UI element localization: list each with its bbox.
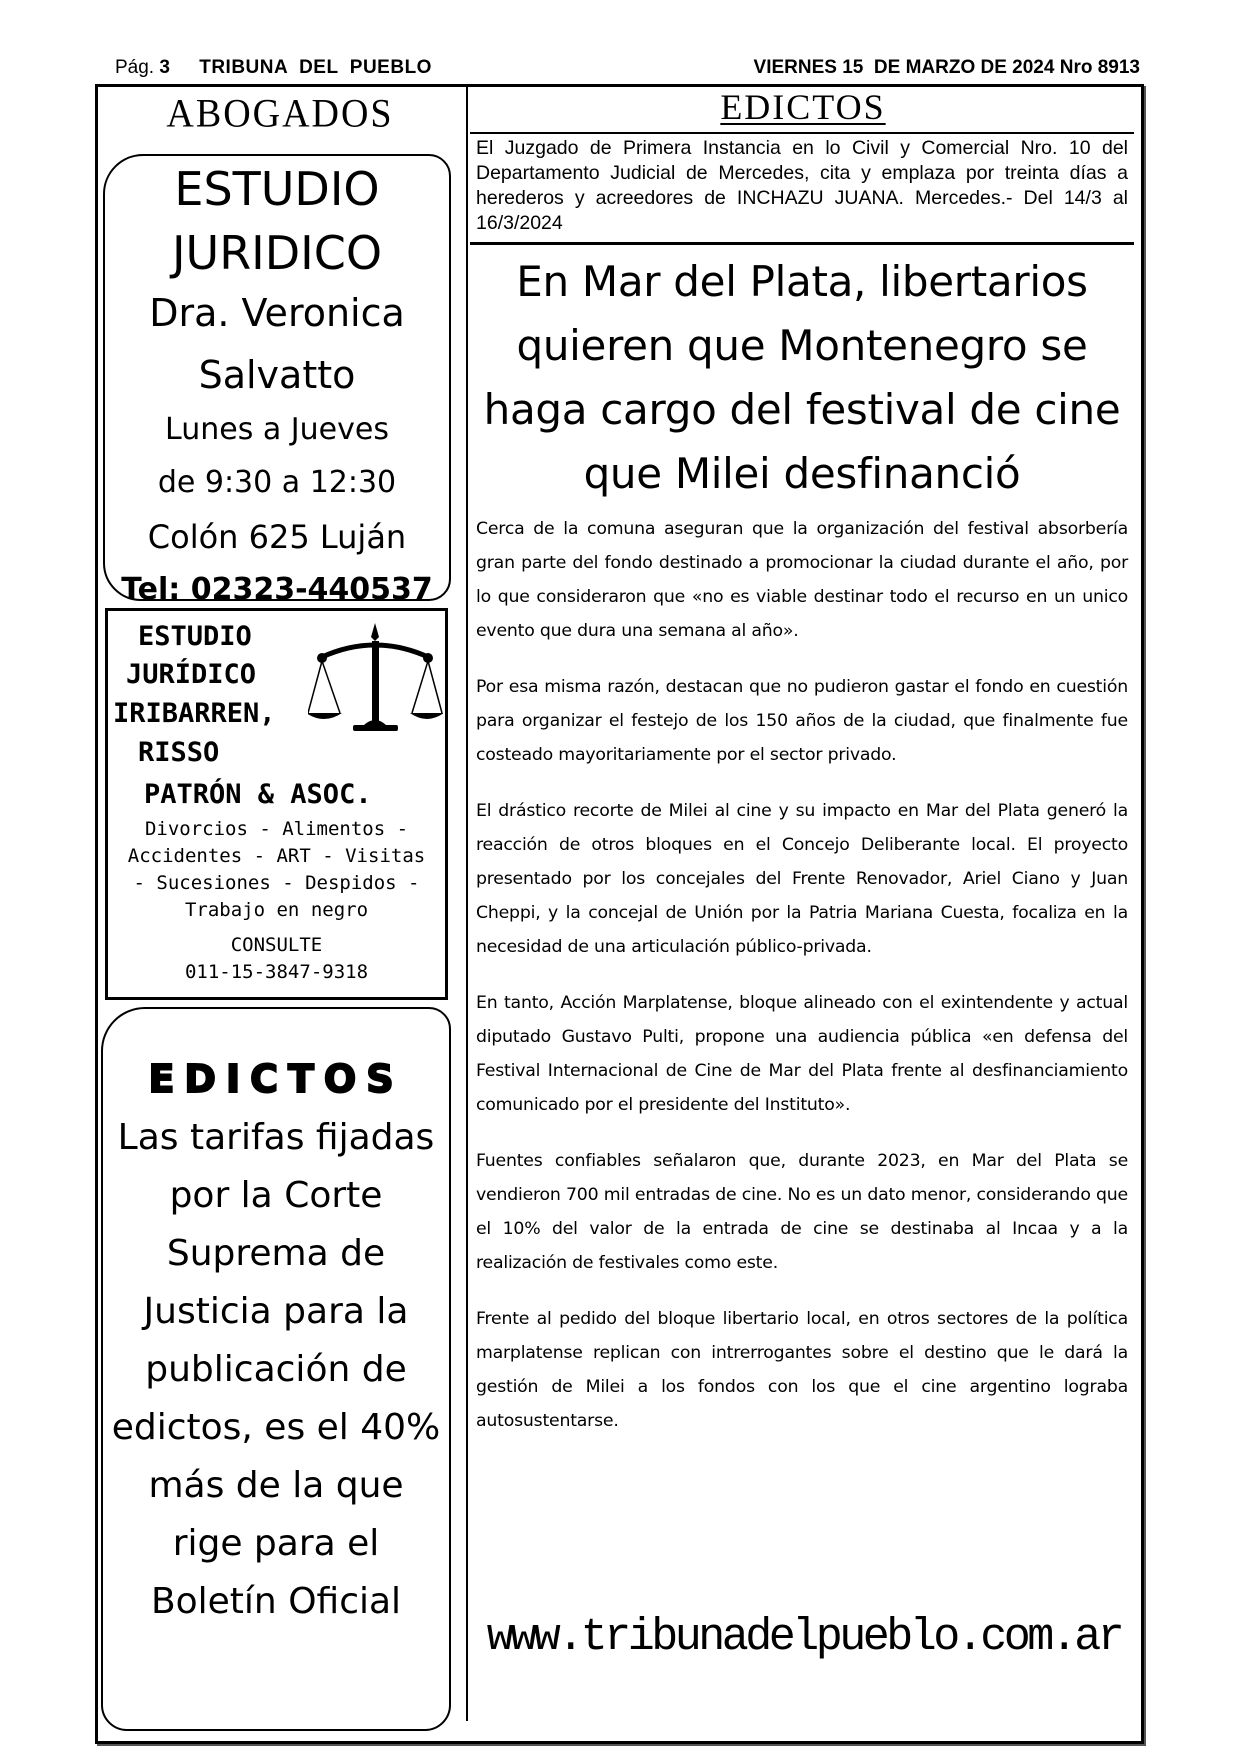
ad-title-line: RISSO — [138, 737, 220, 768]
ad-title-line: JURÍDICO — [126, 659, 257, 690]
ad-title-line: ESTUDIO — [138, 621, 252, 652]
edicto-notice — [470, 132, 1134, 245]
edicto-text: El Juzgado de Primera Instancia en lo Civil y Comercial Nro. 10 del Departamento Judicial de Mercedes, cita y emplaza por treinta días a herederos y acreedores de INCHAZU JUANA. Mercedes.- Del 14/3 al 16/3/2024 — [476, 137, 1128, 234]
ad-edictos-body: Las tarifas fijadas por la Corte Suprema de Justicia para la publicación de edictos, es el 40% más de la que rige para el Boletín Oficial — [111, 1117, 441, 1622]
ad-title-line: IRIBARREN, — [113, 698, 276, 729]
section-title-edictos: EDICTOS — [720, 87, 886, 127]
ad-estudio-salvatto — [103, 154, 451, 607]
page-label: Pág. — [115, 57, 155, 78]
article-paragraph: El drástico recorte de Milei al cine y su impacto en Mar del Plata generó la reacción de otros bloques en el Concejo Deliberante local. El proyecto presentado por los concejales del Frente Renovador, Ariel Ciano y Juan Cheppi, y la concejal de Unión por la Patria Mariana Cuesta, focaliza en la necesidad de una articulación público-privada. — [476, 801, 1128, 957]
website-link[interactable]: www.tribunadelpueblo.com.ar — [486, 1612, 1122, 1663]
ad-lawyer-name: Dra. Veronica — [149, 291, 405, 335]
ad-service-line: Divorcios - Alimentos - — [144, 818, 409, 840]
ad-cta: CONSULTE — [230, 934, 323, 956]
column-divider — [466, 87, 468, 1721]
ad-edictos-heading: EDICTOS — [148, 1057, 404, 1101]
ad-lawyer-surname: Salvatto — [198, 353, 356, 397]
ad-service-line: Trabajo en negro — [184, 899, 369, 921]
ad-days: Lunes a Jueves — [165, 412, 389, 447]
ad-service-line: Accidentes - ART - Visitas — [127, 845, 426, 867]
scales-of-justice-icon — [308, 621, 443, 741]
ad-line: ESTUDIO — [174, 162, 380, 216]
ad-address: Colón 625 Luján — [147, 518, 407, 556]
ad-line: JURIDICO — [171, 226, 383, 280]
ad-phone: 011-15-3847-9318 — [184, 961, 369, 983]
ad-title-line: PATRÓN & ASOC. — [144, 779, 372, 810]
masthead-left — [115, 57, 432, 79]
ad-service-line: - Sucesiones - Despidos - — [133, 872, 420, 894]
ad-hours: de 9:30 a 12:30 — [157, 465, 397, 500]
article-paragraph: Por esa misma razón, destacan que no pudieron gastar el fondo en cuestión para organizar el festejo de los 150 años de la ciudad, que finalmente fue costeado mayoritariamente por el sector privado. — [476, 677, 1128, 765]
article-body — [476, 512, 1128, 1460]
masthead — [115, 57, 1140, 83]
article-paragraph: Cerca de la comuna aseguran que la organización del festival absorbería gran parte del fondo destinado a promocionar la ciudad durante el año, por lo que consideraron que «no es viable destinar todo el recurso en un unico evento que dura una semana al año». — [476, 519, 1128, 641]
page-number: 3 — [159, 57, 170, 78]
issue-date: VIERNES 15 DE MARZO DE 2024 Nro 8913 — [753, 57, 1140, 78]
section-title-abogados: ABOGADOS — [166, 91, 394, 137]
ad-edictos-tarifas — [101, 1007, 451, 1731]
newspaper-name: TRIBUNA DEL PUEBLO — [199, 57, 432, 78]
ad-phone: Tel: 02323-440537 — [121, 572, 433, 607]
ad-estudio-iribarren — [105, 608, 448, 1000]
article-paragraph: Frente al pedido del bloque libertario local, en otros sectores de la política marplatense replican con intrerrogantes sobre el destino que le dará la gestión de Milei a los fondos con los que el cine argentino lograba autosustentarse. — [476, 1309, 1128, 1431]
article-paragraph: Fuentes confiables señalaron que, durante 2023, en Mar del Plata se vendieron 700 mil entradas de cine. No es un dato menor, considerando que el 10% del valor de la entrada de cine se destinaba al Incaa y a la realización de festivales como este. — [476, 1151, 1128, 1273]
article-headline: En Mar del Plata, libertarios quieren que Montenegro se haga cargo del festival de cine que Milei desfinanció — [483, 257, 1121, 498]
article-paragraph: En tanto, Acción Marplatense, bloque alineado con el exintendente y actual diputado Gustavo Pulti, propone una audiencia pública «en defensa del Festival Internacional de Cine de Mar del Plata frente al desfinanciamiento comunicado por el presidente del Instituto». — [476, 993, 1128, 1115]
